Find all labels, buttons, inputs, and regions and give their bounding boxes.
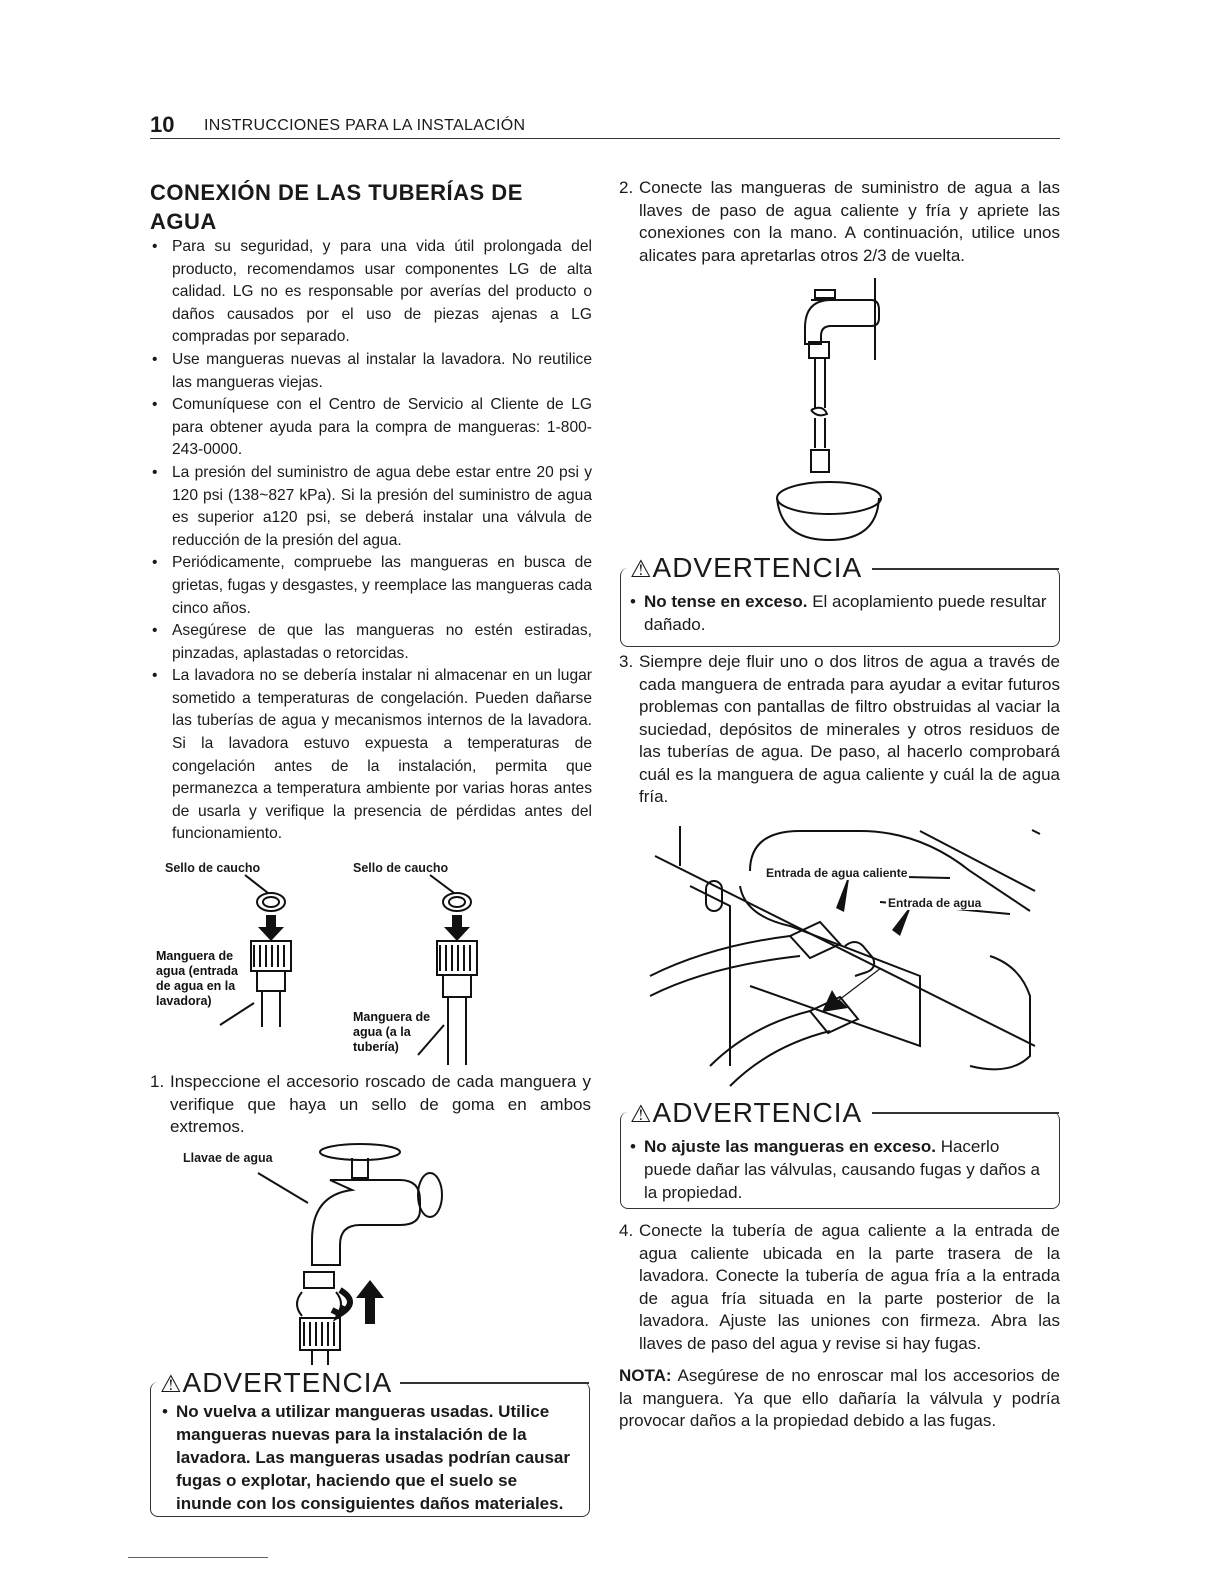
warning-body-2: • No tense en exceso. El acoplamiento puede resultar dañado. bbox=[630, 592, 1047, 634]
list-item: • Para su seguridad, y para una vida útil prolongada del producto, recomendamos usar componentes LG de alta calidad. LG no es responsable por averías del producto o daños causados por el uso de piezas ajenas a LG compradas por separado. bbox=[150, 236, 592, 349]
step-4 bbox=[619, 1220, 1060, 1355]
step-number: 1. bbox=[150, 1072, 165, 1091]
warning-text: Hacerlo puede dañar las válvulas, causando fugas y daños a la propiedad. bbox=[644, 1137, 1040, 1202]
warning-title-1: ⚠ADVERTENCIA bbox=[160, 1368, 396, 1400]
faucet-illustration bbox=[240, 1140, 480, 1365]
warning-emphasis: No ajuste las mangueras en exceso. bbox=[644, 1137, 936, 1156]
step-number: 4. bbox=[619, 1221, 634, 1240]
list-item: • La lavadora no se debería instalar ni almacenar en un lugar sometido a temperaturas de congelación. Pueden dañarse las tuberías de agua y mecanismos internos de la lavadora. Si la lavadora estuvo expuesta a temperaturas de congelación antes de la instalación, permita que permanezca a temperatura ambiente por varias horas antes de usarla y verifique la presencia de pérdidas antes del funcionamiento. bbox=[150, 665, 592, 846]
warning-triangle-icon: ⚠ bbox=[160, 1371, 183, 1398]
warning-triangle-icon: ⚠ bbox=[630, 1101, 653, 1128]
warning-text: No vuelva a utilizar mangueras usadas. Utilice mangueras nuevas para la instalación de la lavadora. Las mangueras usadas podrían causar fugas o explotar, haciendo que el suelo se inunde con los consiguientes daños materiales. bbox=[176, 1402, 570, 1513]
step-2 bbox=[619, 177, 1060, 267]
hose-label-left: Manguera de agua (entrada de agua en la lavadora) bbox=[156, 949, 238, 1008]
step-text: Siempre deje fluir uno o dos litros de agua a través de cada manguera de entrada para ayudar a evitar futuros problemas con pantallas de filtro obstruidas al vaciar la suciedad, depósitos de minerales y otros residuos de las tuberías de agua. De paso, al hacerlo comprobará cuál es la manguera de agua caliente y cuál la de agua fría. bbox=[639, 652, 1060, 806]
list-item: • Periódicamente, compruebe las mangueras en busca de grietas, fugas y desgastes, y reemplace las mangueras cada cinco años. bbox=[150, 552, 592, 620]
header-divider bbox=[150, 138, 1060, 139]
faucet-label: Llavae de agua bbox=[183, 1151, 273, 1165]
list-item: • Use mangueras nuevas al instalar la lavadora. No reutilice las mangueras viejas. bbox=[150, 349, 592, 394]
hose-label-right: Manguera de agua (a la tubería) bbox=[353, 1010, 431, 1054]
warning-line bbox=[872, 568, 1059, 570]
section-title: CONEXIÓN DE LAS TUBERÍAS DE AGUA bbox=[150, 180, 523, 234]
list-item: • Asegúrese de que las mangueras no estén estiradas, pinzadas, aplastadas o retorcidas. bbox=[150, 620, 592, 665]
hose-seal-illustration bbox=[150, 875, 510, 1070]
step-number: 3. bbox=[619, 652, 634, 671]
warning-text: El acoplamiento puede resultar dañado. bbox=[644, 592, 1047, 634]
note-text: Asegúrese de no enroscar mal los accesorios de la manguera. Ya que ello dañaría la válvula y podría provocar daños a la propiedad debido a las fugas. bbox=[619, 1366, 1060, 1430]
step-3 bbox=[619, 651, 1060, 809]
inlet-label: Entrada de agua bbox=[888, 896, 982, 910]
seal-label-left: Sello de caucho bbox=[165, 861, 261, 875]
hot-inlet-label: Entrada de agua caliente bbox=[766, 866, 908, 880]
step-text: Inspeccione el accesorio roscado de cada manguera y verifique que haya un sello de goma en ambos extremos. bbox=[170, 1072, 591, 1136]
step-text: Conecte la tubería de agua caliente a la entrada de agua caliente ubicada en la parte trasera de la lavadora. Conecte la tubería de agua fría a la entrada de agua fría situada en la parte posterior de la lavadora. Ajuste las uniones con firmeza. Abra las llaves de paso del agua y revise si hay fugas. bbox=[639, 1221, 1060, 1353]
warning-title-2: ⚠ADVERTENCIA bbox=[630, 553, 866, 585]
step-1 bbox=[150, 1071, 591, 1139]
seal-label-right: Sello de caucho bbox=[353, 861, 449, 875]
page-header-title: INSTRUCCIONES PARA LA INSTALACIÓN bbox=[204, 117, 526, 134]
warning-emphasis: No tense en exceso. bbox=[644, 592, 808, 611]
warning-line bbox=[400, 1382, 589, 1384]
list-item: • Comuníquese con el Centro de Servicio al Cliente de LG para obtener ayuda para la compra de mangueras: 1-800-243-0000. bbox=[150, 394, 592, 462]
faucet-bowl-illustration bbox=[775, 278, 890, 543]
step-text: Conecte las mangueras de suministro de agua a las llaves de paso de agua caliente y fría y apriete las conexiones con la mano. A continuación, utilice unos alicates para apretarlas otros 2/3 de vuelta. bbox=[639, 178, 1060, 265]
footer-link-underline bbox=[128, 1557, 268, 1558]
warning-body-1: • No vuelva a utilizar mangueras usadas. Utilice mangueras nuevas para la instalación de la lavadora. Las mangueras usadas podrían causar fugas o explotar, haciendo que el suelo se inunde con los consiguientes daños materiales. bbox=[160, 1400, 576, 1515]
safety-bullet-list bbox=[150, 236, 592, 846]
note-label: NOTA: bbox=[619, 1366, 672, 1385]
page-number: 10 bbox=[150, 112, 175, 137]
note bbox=[619, 1365, 1060, 1433]
warning-line bbox=[872, 1112, 1059, 1114]
warning-triangle-icon: ⚠ bbox=[630, 556, 653, 583]
step-number: 2. bbox=[619, 178, 634, 197]
warning-body-3: • No ajuste las mangueras en exceso. Hacerlo puede dañar las válvulas, causando fugas y daños a la propiedad. bbox=[630, 1137, 1040, 1202]
warning-title-3: ⚠ADVERTENCIA bbox=[630, 1098, 866, 1130]
list-item: • La presión del suministro de agua debe estar entre 20 psi y 120 psi (138~827 kPa). Si la presión del suministro de agua es superior a120 psi, se deberá instalar una válvula de reducción de la presión del agua. bbox=[150, 462, 592, 552]
